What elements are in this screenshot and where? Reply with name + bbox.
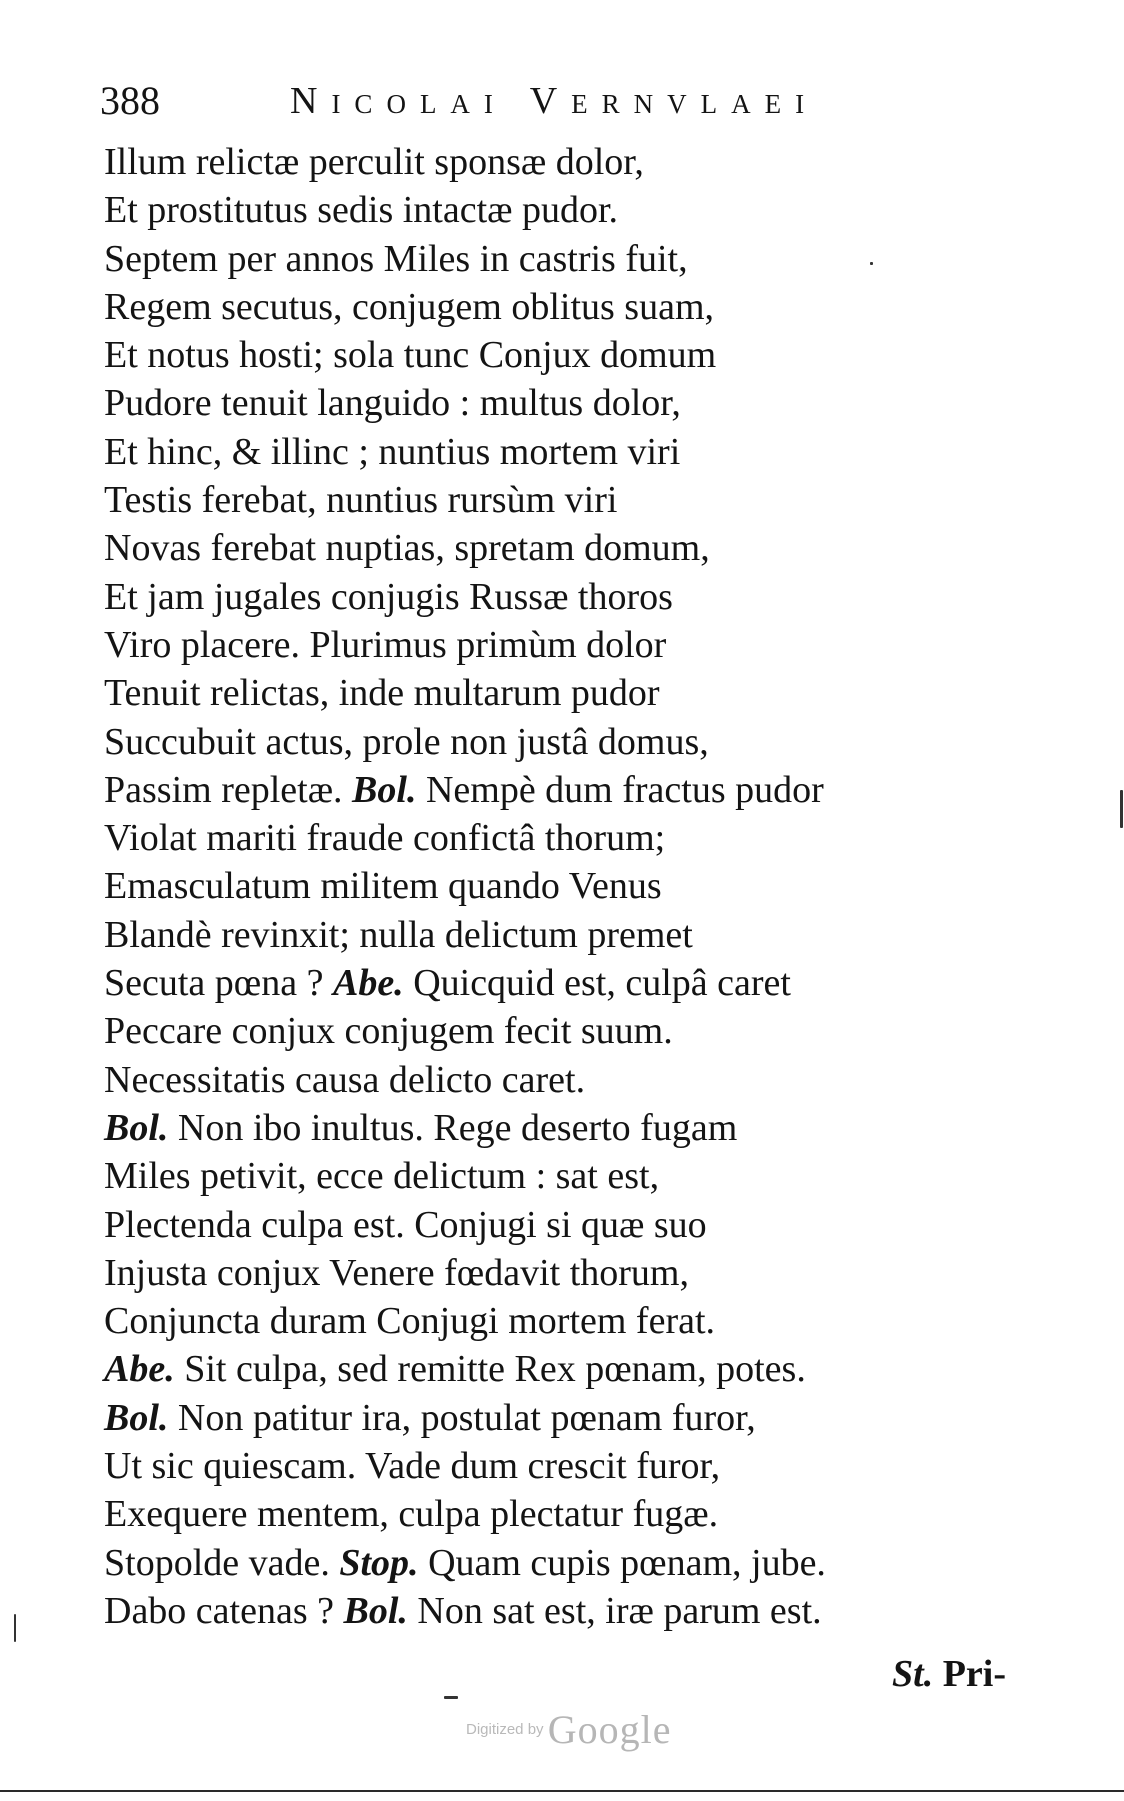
verse-text: Necessitatis causa delicto caret. bbox=[104, 1058, 586, 1101]
verse-text: Emasculatum militem quando Venus bbox=[104, 865, 662, 908]
verse-text: Ut sic quiescam. Vade dum crescit furor, bbox=[104, 1445, 721, 1488]
verse-line bbox=[104, 379, 1034, 427]
verse-line bbox=[104, 1007, 1034, 1055]
verse-line bbox=[104, 862, 1034, 910]
speaker-label: Bol. bbox=[104, 1396, 169, 1439]
running-head bbox=[100, 76, 900, 126]
verse-text: Secuta pœna ? bbox=[104, 962, 333, 1005]
watermark-logo: Google bbox=[547, 1707, 672, 1752]
verse-text: Sit culpa, sed remitte Rex pœnam, potes. bbox=[174, 1348, 806, 1391]
margin-mark bbox=[1120, 790, 1123, 828]
verse-text: Et prostitutus sedis intactæ pudor. bbox=[104, 189, 619, 232]
verse-line bbox=[104, 524, 1034, 572]
verse-text: Passim repletæ. bbox=[104, 768, 353, 811]
verse-text: Succubuit actus, prole non justâ domus, bbox=[104, 720, 709, 763]
verse-line bbox=[104, 1442, 1034, 1490]
verse-text: Conjuncta duram Conjugi mortem ferat. bbox=[104, 1300, 716, 1343]
verse-line bbox=[104, 814, 1034, 862]
verse-line bbox=[104, 718, 1034, 766]
verse-text: Regem secutus, conjugem oblitus suam, bbox=[104, 285, 715, 328]
verse-line bbox=[104, 1297, 1034, 1345]
verse-line bbox=[104, 1490, 1034, 1538]
verse-line bbox=[104, 573, 1034, 621]
verse-block bbox=[104, 138, 1034, 1635]
verse-text: Stopolde vade. bbox=[104, 1541, 340, 1584]
speaker-label: Bol. bbox=[343, 1589, 408, 1632]
verse-line bbox=[104, 959, 1034, 1007]
verse-text: Injusta conjux Venere fœdavit thorum, bbox=[104, 1251, 689, 1294]
verse-text: Plectenda culpa est. Conjugi si quæ suo bbox=[104, 1203, 707, 1246]
catchword-speaker: St. bbox=[892, 1653, 934, 1695]
verse-text: Violat mariti fraude confictâ thorum; bbox=[104, 817, 666, 860]
ink-speck bbox=[870, 262, 873, 265]
verse-text: Testis ferebat, nuntius rursùm viri bbox=[104, 479, 618, 522]
verse-text: Non ibo inultus. Rege deserto fugam bbox=[168, 1106, 738, 1149]
verse-line bbox=[104, 669, 1034, 717]
digitization-watermark bbox=[466, 1706, 706, 1754]
verse-text: Pudore tenuit languido : multus dolor, bbox=[104, 382, 681, 425]
speaker-label: Abe. bbox=[332, 962, 404, 1005]
verse-text: Exequere mentem, culpa plectatur fugæ. bbox=[104, 1493, 719, 1536]
verse-text: Peccare conjux conjugem fecit suum. bbox=[104, 1010, 673, 1053]
verse-line bbox=[104, 428, 1034, 476]
verse-line bbox=[104, 1249, 1034, 1297]
verse-line bbox=[104, 476, 1034, 524]
verse-line bbox=[104, 1152, 1034, 1200]
page-number: 388 bbox=[100, 78, 160, 123]
author-name: Nicolai Vernvlaei bbox=[290, 80, 819, 122]
verse-text: Non patitur ira, postulat pœnam furor, bbox=[168, 1396, 756, 1439]
verse-line bbox=[104, 1587, 1034, 1635]
verse-line bbox=[104, 283, 1034, 331]
catchword bbox=[892, 1650, 1006, 1698]
verse-line bbox=[104, 621, 1034, 669]
catchword-text: Pri- bbox=[933, 1653, 1006, 1695]
speaker-label: Stop. bbox=[339, 1541, 419, 1584]
verse-text: Illum relictæ perculit sponsæ dolor, bbox=[104, 141, 644, 183]
verse-text: Et hinc, & illinc ; nuntius mortem viri bbox=[104, 430, 681, 473]
verse-text: Viro placere. Plurimus primùm dolor bbox=[104, 623, 667, 666]
verse-text: Non sat est, iræ parum est. bbox=[407, 1589, 822, 1632]
margin-mark bbox=[14, 1614, 16, 1642]
verse-line bbox=[104, 1201, 1034, 1249]
verse-line bbox=[104, 186, 1034, 234]
speaker-label: Bol. bbox=[352, 768, 417, 811]
watermark-prefix: Digitized by bbox=[466, 1721, 548, 1738]
verse-line bbox=[104, 911, 1034, 959]
verse-text: Tenuit relictas, inde multarum pudor bbox=[104, 672, 660, 715]
verse-text: Septem per annos Miles in castris fuit, bbox=[104, 237, 688, 280]
verse-line bbox=[104, 766, 1034, 814]
verse-text: Novas ferebat nuptias, spretam domum, bbox=[104, 527, 710, 570]
verse-line bbox=[104, 1345, 1034, 1393]
verse-text: Miles petivit, ecce delictum : sat est, bbox=[104, 1155, 660, 1198]
verse-text: Et notus hosti; sola tunc Conjux domum bbox=[104, 334, 717, 377]
verse-text: Blandè revinxit; nulla delictum premet bbox=[104, 913, 693, 956]
ink-speck bbox=[444, 1696, 458, 1699]
verse-line bbox=[104, 138, 1034, 186]
verse-line bbox=[104, 1056, 1034, 1104]
speaker-label: Bol. bbox=[104, 1106, 169, 1149]
verse-line bbox=[104, 331, 1034, 379]
verse-line bbox=[104, 1539, 1034, 1587]
verse-text: Dabo catenas ? bbox=[104, 1589, 344, 1632]
page-edge bbox=[0, 1790, 1124, 1792]
speaker-label: Abe. bbox=[104, 1348, 175, 1391]
verse-text: Quam cupis pœnam, jube. bbox=[418, 1541, 826, 1584]
verse-text: Nempè dum fractus pudor bbox=[416, 768, 824, 811]
verse-line bbox=[104, 1394, 1034, 1442]
verse-line bbox=[104, 1104, 1034, 1152]
verse-text: Quicquid est, culpâ caret bbox=[403, 962, 791, 1005]
verse-line bbox=[104, 235, 1034, 283]
verse-text: Et jam jugales conjugis Russæ thoros bbox=[104, 575, 673, 618]
